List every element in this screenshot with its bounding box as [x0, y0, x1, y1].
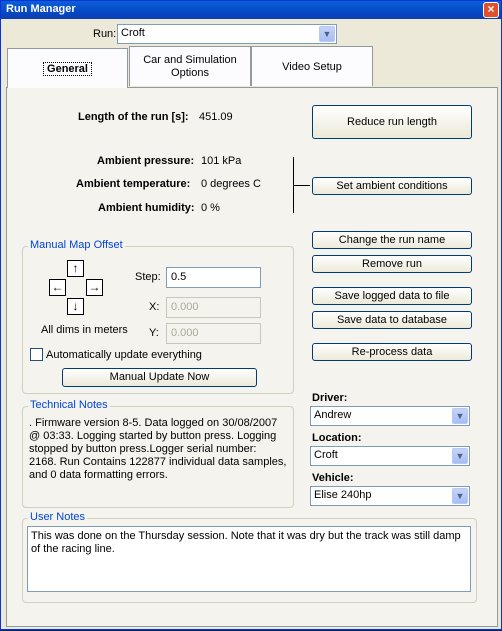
- humidity-value: 0 %: [201, 202, 220, 214]
- tab-car-simulation-label: Car and Simulation Options: [143, 54, 237, 79]
- vehicle-select-value: Elise 240hp: [314, 489, 372, 501]
- pressure-value: 101 kPa: [201, 155, 242, 167]
- change-run-name-button[interactable]: Change the run name: [312, 231, 472, 249]
- window-title: Run Manager: [6, 3, 76, 15]
- temperature-value: 0 degrees C: [201, 178, 261, 190]
- step-label: Step:: [135, 271, 161, 283]
- length-value: 451.09: [199, 111, 233, 123]
- units-note: All dims in meters: [41, 324, 128, 336]
- tab-general-label: General: [43, 62, 92, 76]
- x-offset-input[interactable]: 0.000: [166, 297, 261, 318]
- length-label: Length of the run [s]:: [78, 111, 189, 123]
- auto-update-label: Automatically update everything: [46, 349, 202, 361]
- manual-map-offset-title: Manual Map Offset: [30, 239, 123, 251]
- chevron-down-icon[interactable]: ▼: [319, 26, 335, 42]
- chevron-down-icon[interactable]: ▼: [452, 448, 468, 464]
- save-to-database-button[interactable]: Save data to database: [312, 311, 472, 329]
- temperature-label: Ambient temperature:: [76, 178, 191, 190]
- close-icon[interactable]: ×: [483, 2, 499, 18]
- offset-left-icon[interactable]: ←: [49, 279, 66, 296]
- driver-label: Driver:: [312, 392, 348, 404]
- reprocess-data-button[interactable]: Re-process data: [312, 343, 472, 361]
- auto-update-checkbox[interactable]: [30, 348, 43, 361]
- reduce-run-length-button[interactable]: Reduce run length: [312, 105, 472, 139]
- location-select-value: Croft: [314, 449, 338, 461]
- humidity-label: Ambient humidity:: [98, 202, 195, 214]
- y-label: Y:: [149, 327, 159, 339]
- x-label: X:: [149, 301, 160, 313]
- pressure-label: Ambient pressure:: [97, 155, 195, 167]
- user-notes-title: User Notes: [30, 511, 86, 523]
- step-input[interactable]: 0.5: [166, 267, 261, 288]
- chevron-down-icon[interactable]: ▼: [452, 408, 468, 424]
- remove-run-button[interactable]: Remove run: [312, 255, 472, 273]
- location-label: Location:: [312, 432, 362, 444]
- offset-down-icon[interactable]: ↓: [67, 298, 84, 315]
- technical-notes-title: Technical Notes: [30, 399, 108, 411]
- set-ambient-conditions-button[interactable]: Set ambient conditions: [312, 177, 472, 195]
- vehicle-label: Vehicle:: [312, 472, 354, 484]
- offset-up-icon[interactable]: ↑: [67, 260, 84, 277]
- ambient-bracket-tick: [293, 185, 310, 186]
- location-select[interactable]: [310, 446, 470, 466]
- tab-video-setup-label: Video Setup: [282, 61, 342, 73]
- manual-update-button[interactable]: Manual Update Now: [62, 368, 257, 387]
- technical-notes-text: . Firmware version 8-5. Data logged on 30/08/2007 @ 03:33. Logging started by button press. Logging stopped by button press.Logger serial number: 2168. Run Contains 122877 individual data samples, and 0 data formatting errors.: [29, 417, 287, 481]
- run-select-value: Croft: [121, 27, 145, 39]
- run-label: Run:: [93, 28, 117, 40]
- driver-select-value: Andrew: [314, 409, 352, 421]
- save-to-file-button[interactable]: Save logged data to file: [312, 287, 472, 305]
- chevron-down-icon[interactable]: ▼: [452, 488, 468, 504]
- user-notes-textarea[interactable]: This was done on the Thursday session. Note that it was dry but the track was still damp of the racing line.: [27, 526, 471, 592]
- vehicle-select[interactable]: [310, 486, 470, 506]
- y-offset-input[interactable]: 0.000: [166, 323, 261, 344]
- offset-right-icon[interactable]: →: [86, 279, 103, 296]
- driver-select[interactable]: [310, 406, 470, 426]
